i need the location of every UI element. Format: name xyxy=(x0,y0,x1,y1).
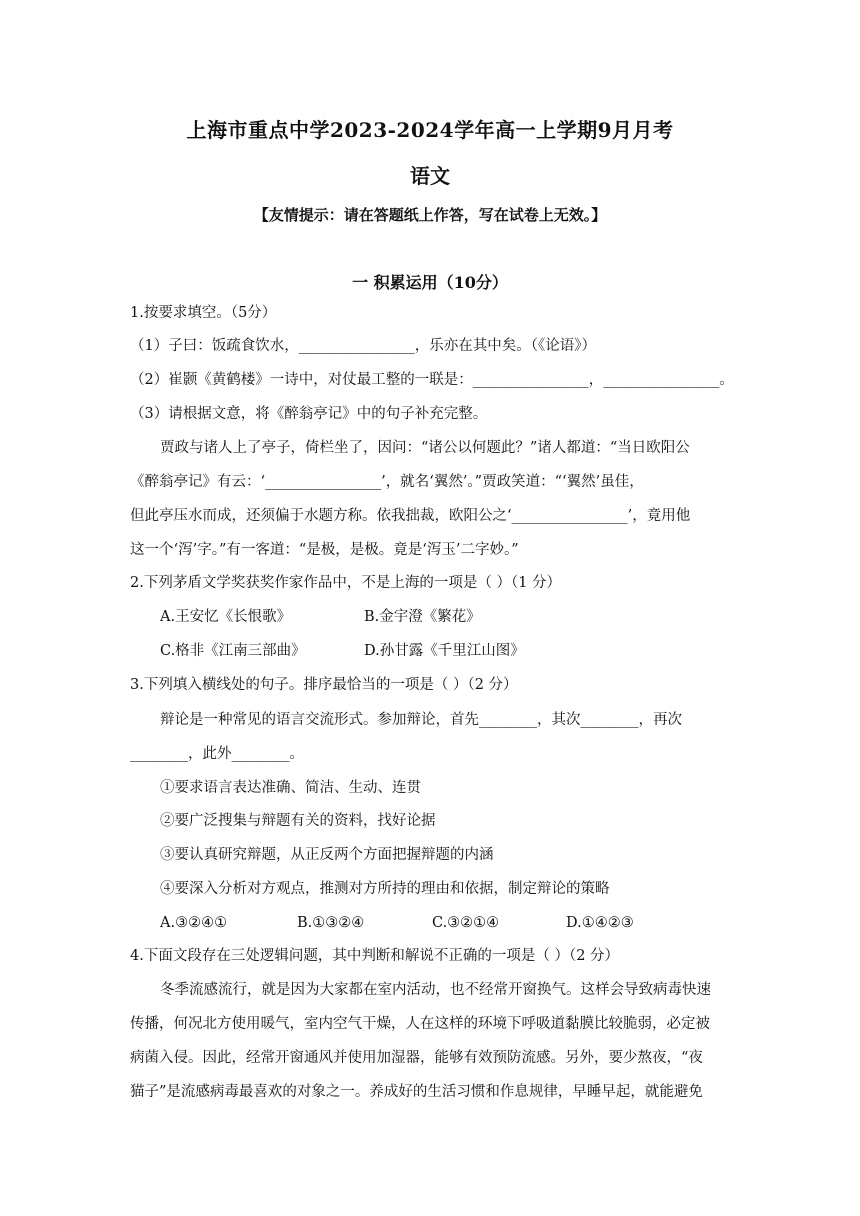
q1-sub2: （2）崔颢《黄鹤楼》一诗中，对仗最工整的一联是：________________，________________。 xyxy=(130,372,734,388)
q1-passage-line-4: 这一个‘泻’字。”有一客道：“是极，是极。竟是‘泻玉’二字妙。” xyxy=(130,542,519,558)
q1-sub3: （3）请根据文意，将《醉翁亭记》中的句子补充完整。 xyxy=(130,406,488,422)
q3-passage-line-1: 辩论是一种常见的语言交流形式。参加辩论，首先________，其次________，再次 xyxy=(160,712,682,728)
q3-sentence-4: ④要深入分析对方观点，推测对方所持的理由和依据，制定辩论的策略 xyxy=(160,881,610,897)
q3-sentence-3: ③要认真研究辩题，从正反两个方面把握辩题的内涵 xyxy=(160,847,494,863)
section-heading: 一 积累运用（10分） xyxy=(352,273,508,292)
exam-title: 上海市重点中学2023-2024学年高一上学期9月月考 xyxy=(186,118,674,142)
q3-sentence-1: ①要求语言表达准确、简洁、生动、连贯 xyxy=(160,780,421,796)
q2-stem: 2.下列茅盾文学奖获奖作家作品中，不是上海的一项是（ ）（1 分） xyxy=(130,575,562,591)
q2-option-b: B.金宇澄《繁花》 xyxy=(364,609,481,625)
q3-option-b: B.①③②④ xyxy=(297,915,365,931)
q2-option-d: D.孙甘露《千里江山图》 xyxy=(364,643,525,659)
q3-option-a: A.③②④① xyxy=(160,915,228,931)
q2-option-c: C.格非《江南三部曲》 xyxy=(160,643,306,659)
q1-sub1: （1）子曰：饭疏食饮水，________________，乐亦在其中矣。（《论语》） xyxy=(130,338,596,354)
q3-stem: 3.下列填入横线处的句子。排序最恰当的一项是（ ）（2 分） xyxy=(130,677,518,693)
q4-stem: 4.下面文段存在三处逻辑问题，其中判断和解说不正确的一项是（ ）（2 分） xyxy=(130,948,620,964)
q1-passage-line-3: 但此亭压水而成，还须偏于水题方称。依我拙裁，欧阳公之‘________________’，竟用他 xyxy=(130,508,691,524)
q1-stem: 1.按要求填空。（5分） xyxy=(130,305,277,321)
friendly-tip: 【友情提示：请在答题纸上作答，写在试卷上无效。】 xyxy=(253,206,607,224)
q4-passage-line-3: 病菌入侵。因此，经常开窗通风并使用加湿器，能够有效预防流感。另外，要少熬夜，“夜 xyxy=(130,1050,703,1066)
q3-sentence-2: ②要广泛搜集与辩题有关的资料，找好论据 xyxy=(160,813,436,829)
q3-option-c: C.③②①④ xyxy=(432,915,500,931)
q4-passage-line-1: 冬季流感流行，就是因为大家都在室内活动，也不经常开窗换气。这样会导致病毒快速 xyxy=(160,982,711,998)
q2-option-a: A.王安忆《长恨歌》 xyxy=(160,609,292,625)
q1-passage-line-2: 《醉翁亭记》有云：‘________________’，就名‘翼然’。”贾政笑道：“‘翼然’虽佳， xyxy=(130,474,644,490)
q3-option-d: D.①④②③ xyxy=(566,915,634,931)
q4-passage-line-4: 猫子”是流感病毒最喜欢的对象之一。养成好的生活习惯和作息规律，早睡早起，就能避免 xyxy=(130,1084,703,1100)
q4-passage-line-2: 传播，何况北方使用暖气，室内空气干燥，人在这样的环境下呼吸道黏膜比较脆弱，必定被 xyxy=(130,1016,710,1032)
subject-title: 语文 xyxy=(410,164,450,188)
q1-passage-line-1: 贾政与诸人上了亭子，倚栏坐了，因问：“诸公以何题此？”诸人都道：“当日欧阳公 xyxy=(160,440,690,456)
q3-passage-line-2: ________，此外________。 xyxy=(130,746,304,762)
